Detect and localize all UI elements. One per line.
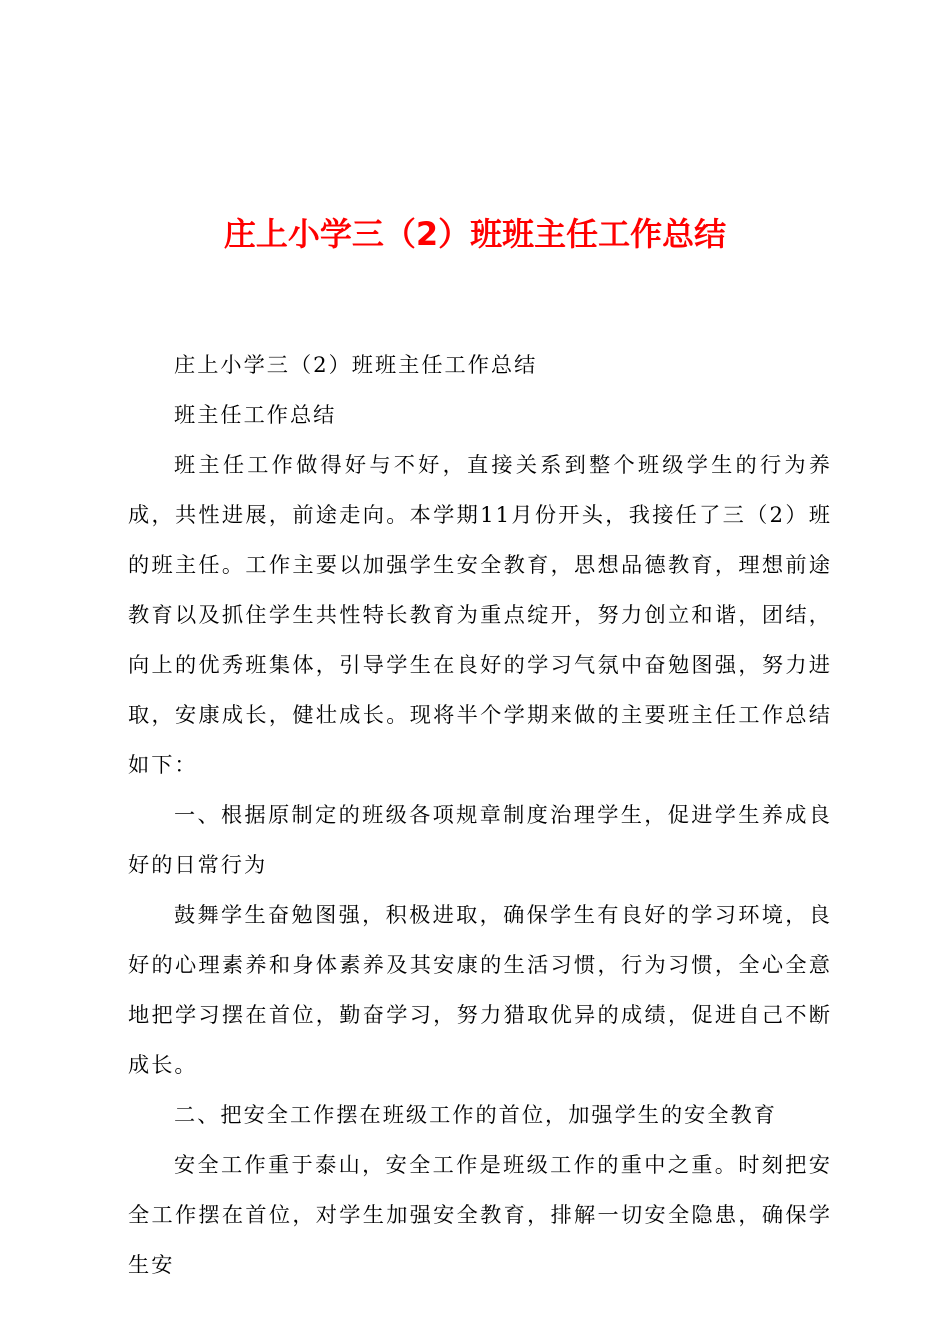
paragraph-section-2-heading: 二、把安全工作摆在班级工作的首位，加强学生的安全教育 [174, 1102, 777, 1127]
paragraph-section-2-body: 安全工作重于泰山，安全工作是班级工作的重中之重。时刻把安全工作摆在首位，对学生加强安全教育，排解一切安全隐患，确保学生安 [128, 1152, 832, 1277]
document-title: 庄上小学三（2）班班主任工作总结 [223, 215, 727, 253]
paragraph-section-1-heading: 一、根据原制定的班级各项规章制度治理学生，促进学生养成良好的日常行为 [128, 802, 832, 877]
paragraph-subtitle: 班主任工作总结 [174, 402, 337, 427]
paragraph-intro: 班主任工作做得好与不好，直接关系到整个班级学生的行为养成，共性进展，前途走向。本学期11月份开头，我接任了三（2）班的班主任。工作主要以加强学生安全教育，思想品德教育，理想前途教育以及抓住学生共性特长教育为重点绽开，努力创立和谐，团结，向上的优秀班集体，引导学生在良好的学习气氛中奋勉图强，努力进取，安康成长，健壮成长。现将半个学期来做的主要班主任工作总结如下： [128, 452, 832, 777]
document-body [128, 340, 832, 1290]
paragraph-heading-repeat: 庄上小学三（2）班班主任工作总结 [174, 352, 538, 377]
paragraph-section-1-body: 鼓舞学生奋勉图强，积极进取，确保学生有良好的学习环境，良好的心理素养和身体素养及其安康的生活习惯，行为习惯，全心全意地把学习摆在首位，勤奋学习，努力猎取优异的成绩，促进自己不断成长。 [128, 902, 832, 1077]
